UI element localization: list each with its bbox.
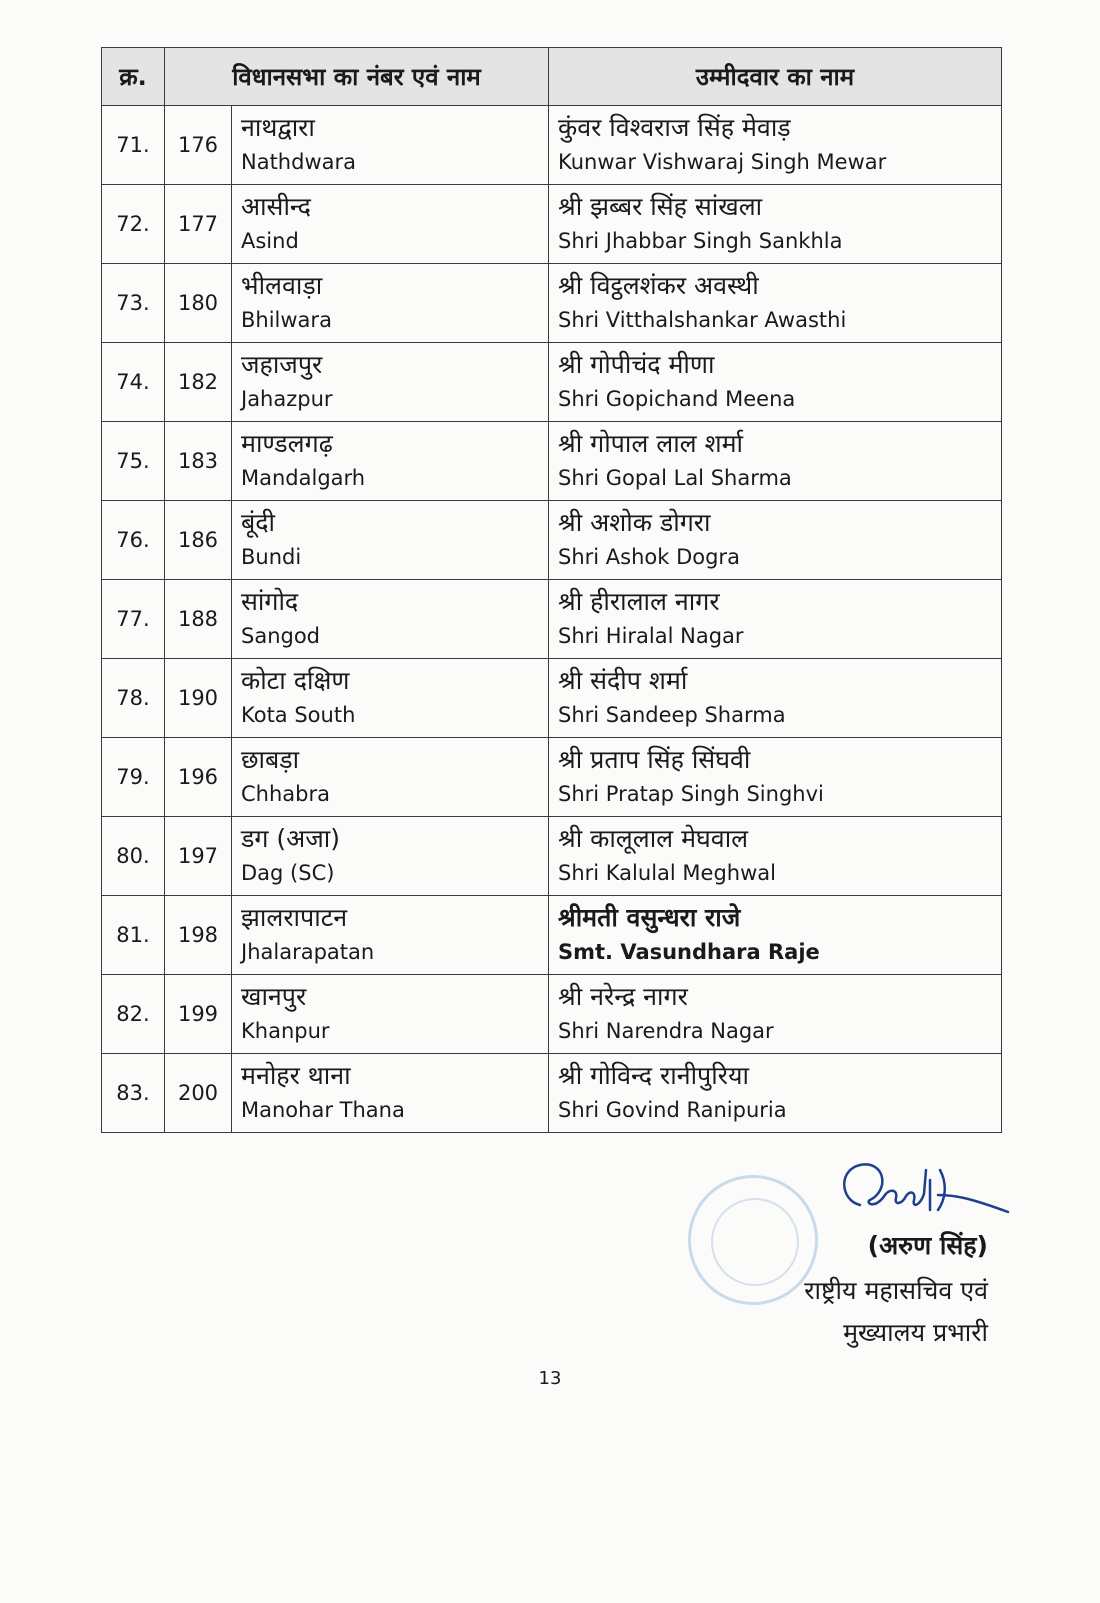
constituency-name-cell bbox=[232, 896, 549, 975]
constituency-name-hindi: माण्डलगढ़ bbox=[241, 429, 333, 458]
constituency-name-cell bbox=[232, 817, 549, 896]
candidate-name-cell bbox=[549, 580, 1002, 659]
constituency-name-english: Jahazpur bbox=[241, 387, 333, 411]
candidate-name-english: Shri Govind Ranipuria bbox=[558, 1098, 787, 1122]
constituency-name-cell bbox=[232, 975, 549, 1054]
candidate-name-hindi: श्री संदीप शर्मा bbox=[558, 666, 688, 695]
constituency-name-hindi: आसीन्द bbox=[241, 192, 311, 221]
constituency-name-english: Asind bbox=[241, 229, 299, 253]
candidate-name-cell bbox=[549, 106, 1002, 185]
serial-number-cell: 75. bbox=[102, 422, 165, 501]
candidate-name-english: Shri Vitthalshankar Awasthi bbox=[558, 308, 847, 332]
constituency-number-cell: 186 bbox=[165, 501, 232, 580]
candidate-name-hindi: श्री प्रताप सिंह सिंघवी bbox=[558, 745, 751, 774]
table-row bbox=[102, 738, 1002, 817]
table-row bbox=[102, 975, 1002, 1054]
constituency-number-cell: 182 bbox=[165, 343, 232, 422]
constituency-number-cell: 190 bbox=[165, 659, 232, 738]
constituency-name-hindi: बूंदी bbox=[241, 508, 276, 537]
handwritten-signature bbox=[830, 1150, 1010, 1240]
candidate-name-english: Kunwar Vishwaraj Singh Mewar bbox=[558, 150, 887, 174]
candidate-name-hindi: श्री गोपाल लाल शर्मा bbox=[558, 429, 743, 458]
header-constituency: विधानसभा का नंबर एवं नाम bbox=[165, 48, 549, 106]
table-row bbox=[102, 185, 1002, 264]
constituency-number-cell: 200 bbox=[165, 1054, 232, 1133]
header-candidate: उम्मीदवार का नाम bbox=[549, 48, 1002, 106]
candidate-name-cell bbox=[549, 501, 1002, 580]
constituency-name-english: Khanpur bbox=[241, 1019, 330, 1043]
candidate-name-cell bbox=[549, 422, 1002, 501]
designation-line-1: राष्ट्रीय महासचिव एवं bbox=[804, 1276, 988, 1305]
candidate-name-cell bbox=[549, 1054, 1002, 1133]
serial-number-cell: 72. bbox=[102, 185, 165, 264]
serial-number-cell: 83. bbox=[102, 1054, 165, 1133]
constituency-number-cell: 180 bbox=[165, 264, 232, 343]
constituency-number-cell: 196 bbox=[165, 738, 232, 817]
constituency-name-cell bbox=[232, 580, 549, 659]
constituency-name-cell bbox=[232, 422, 549, 501]
candidate-name-english: Smt. Vasundhara Raje bbox=[558, 940, 820, 964]
candidate-name-english: Shri Jhabbar Singh Sankhla bbox=[558, 229, 843, 253]
constituency-name-english: Jhalarapatan bbox=[241, 940, 375, 964]
serial-number-cell: 71. bbox=[102, 106, 165, 185]
table-row bbox=[102, 106, 1002, 185]
constituency-number-cell: 177 bbox=[165, 185, 232, 264]
serial-number-cell: 73. bbox=[102, 264, 165, 343]
constituency-name-hindi: नाथद्वारा bbox=[241, 113, 315, 142]
constituency-number-cell: 198 bbox=[165, 896, 232, 975]
candidate-name-english: Shri Hiralal Nagar bbox=[558, 624, 744, 648]
serial-number-cell: 77. bbox=[102, 580, 165, 659]
page-number: 13 bbox=[538, 1368, 562, 1389]
party-office-seal bbox=[688, 1175, 818, 1305]
table-row bbox=[102, 422, 1002, 501]
table-row bbox=[102, 659, 1002, 738]
constituency-name-cell bbox=[232, 343, 549, 422]
candidate-name-cell bbox=[549, 343, 1002, 422]
constituency-number-cell: 176 bbox=[165, 106, 232, 185]
constituency-name-english: Sangod bbox=[241, 624, 321, 648]
serial-number-cell: 81. bbox=[102, 896, 165, 975]
signature-block bbox=[680, 1150, 1010, 1350]
candidate-name-cell bbox=[549, 975, 1002, 1054]
constituency-name-english: Bhilwara bbox=[241, 308, 332, 332]
constituency-name-english: Kota South bbox=[241, 703, 356, 727]
candidate-table-container bbox=[101, 47, 1001, 1133]
serial-number-cell: 76. bbox=[102, 501, 165, 580]
table-row bbox=[102, 501, 1002, 580]
serial-number-cell: 78. bbox=[102, 659, 165, 738]
candidate-name-hindi: श्री अशोक डोगरा bbox=[558, 508, 711, 537]
constituency-name-english: Chhabra bbox=[241, 782, 330, 806]
candidate-name-hindi: श्री गोपीचंद मीणा bbox=[558, 350, 715, 379]
candidate-name-hindi: श्री नरेन्द्र नागर bbox=[558, 982, 688, 1011]
candidate-name-hindi: श्रीमती वसुन्धरा राजे bbox=[558, 903, 741, 932]
candidate-name-english: Shri Kalulal Meghwal bbox=[558, 861, 776, 885]
constituency-name-english: Mandalgarh bbox=[241, 466, 366, 490]
designation-line-2: मुख्यालय प्रभारी bbox=[843, 1318, 988, 1347]
serial-number-cell: 79. bbox=[102, 738, 165, 817]
candidate-name-cell bbox=[549, 817, 1002, 896]
constituency-name-english: Bundi bbox=[241, 545, 302, 569]
candidate-name-cell bbox=[549, 896, 1002, 975]
constituency-name-english: Manohar Thana bbox=[241, 1098, 405, 1122]
constituency-name-english: Nathdwara bbox=[241, 150, 356, 174]
candidate-name-hindi: कुंवर विश्वराज सिंह मेवाड़ bbox=[558, 113, 791, 142]
constituency-name-hindi: झालरापाटन bbox=[241, 903, 348, 932]
candidate-name-cell bbox=[549, 264, 1002, 343]
serial-number-cell: 74. bbox=[102, 343, 165, 422]
candidate-name-english: Shri Sandeep Sharma bbox=[558, 703, 786, 727]
constituency-name-cell bbox=[232, 738, 549, 817]
table-row bbox=[102, 264, 1002, 343]
constituency-name-hindi: छाबड़ा bbox=[241, 745, 300, 774]
constituency-name-hindi: खानपुर bbox=[241, 982, 307, 1011]
constituency-name-cell bbox=[232, 1054, 549, 1133]
table-row bbox=[102, 580, 1002, 659]
table-row bbox=[102, 1054, 1002, 1133]
constituency-name-hindi: कोटा दक्षिण bbox=[241, 666, 350, 695]
candidate-name-english: Shri Pratap Singh Singhvi bbox=[558, 782, 824, 806]
table-body bbox=[102, 106, 1002, 1133]
candidate-name-english: Shri Gopal Lal Sharma bbox=[558, 466, 792, 490]
candidate-name-cell bbox=[549, 738, 1002, 817]
constituency-name-english: Dag (SC) bbox=[241, 861, 335, 885]
header-serial-number: क्र. bbox=[102, 48, 165, 106]
constituency-name-cell bbox=[232, 659, 549, 738]
candidate-name-hindi: श्री कालूलाल मेघवाल bbox=[558, 824, 749, 853]
constituency-number-cell: 183 bbox=[165, 422, 232, 501]
table-header-row bbox=[102, 48, 1002, 106]
candidate-name-cell bbox=[549, 659, 1002, 738]
constituency-name-hindi: भीलवाड़ा bbox=[241, 271, 323, 300]
candidate-name-hindi: श्री विट्ठलशंकर अवस्थी bbox=[558, 271, 759, 300]
signatory-name: (अरुण सिंह) bbox=[867, 1231, 988, 1260]
constituency-name-cell bbox=[232, 501, 549, 580]
candidate-name-english: Shri Ashok Dogra bbox=[558, 545, 740, 569]
constituency-name-cell bbox=[232, 264, 549, 343]
constituency-number-cell: 197 bbox=[165, 817, 232, 896]
serial-number-cell: 80. bbox=[102, 817, 165, 896]
constituency-name-hindi: सांगोद bbox=[241, 587, 299, 616]
constituency-name-hindi: जहाजपुर bbox=[241, 350, 323, 379]
signatory-designation bbox=[804, 1270, 988, 1354]
candidate-name-english: Shri Gopichand Meena bbox=[558, 387, 796, 411]
candidate-name-hindi: श्री हीरालाल नागर bbox=[558, 587, 720, 616]
constituency-name-cell bbox=[232, 185, 549, 264]
constituency-number-cell: 188 bbox=[165, 580, 232, 659]
candidate-name-hindi: श्री गोविन्द रानीपुरिया bbox=[558, 1061, 749, 1090]
serial-number-cell: 82. bbox=[102, 975, 165, 1054]
constituency-name-hindi: डग (अजा) bbox=[241, 824, 341, 853]
table-row bbox=[102, 343, 1002, 422]
seal-inner-ring bbox=[711, 1198, 799, 1286]
candidate-name-hindi: श्री झब्बर सिंह सांखला bbox=[558, 192, 763, 221]
candidate-name-cell bbox=[549, 185, 1002, 264]
constituency-number-cell: 199 bbox=[165, 975, 232, 1054]
candidate-table bbox=[101, 47, 1002, 1133]
table-row bbox=[102, 817, 1002, 896]
candidate-name-english: Shri Narendra Nagar bbox=[558, 1019, 774, 1043]
constituency-name-cell bbox=[232, 106, 549, 185]
table-row bbox=[102, 896, 1002, 975]
constituency-name-hindi: मनोहर थाना bbox=[241, 1061, 351, 1090]
